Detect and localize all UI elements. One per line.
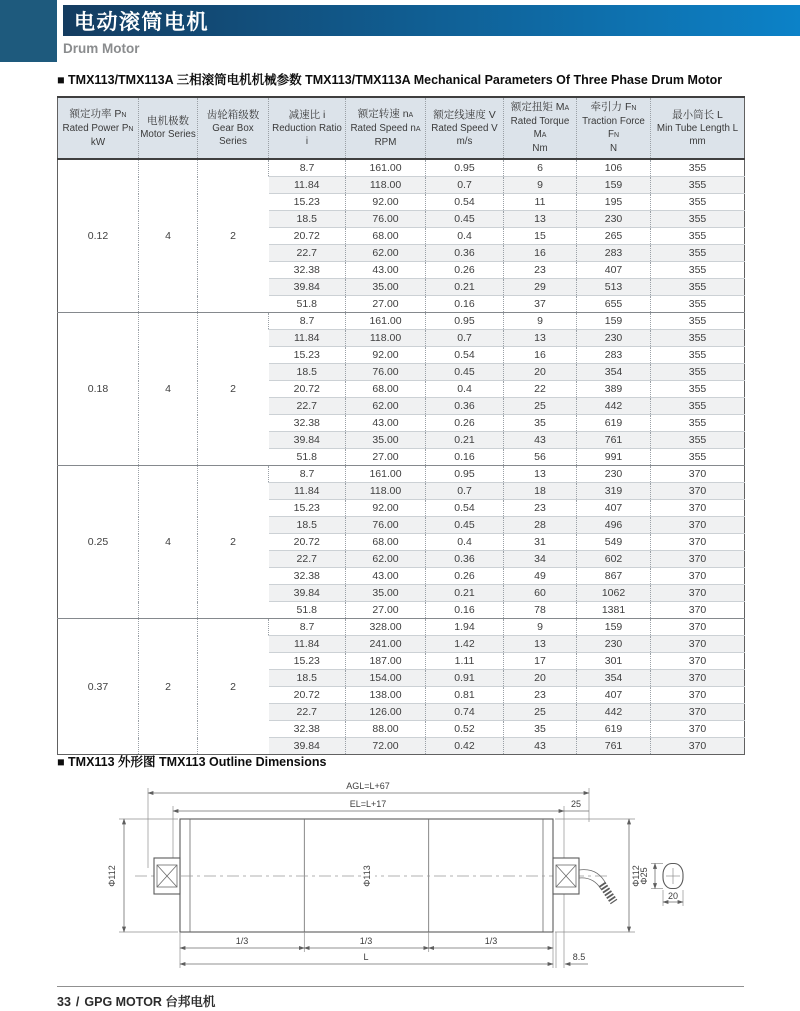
cell-force: 655 (577, 296, 651, 313)
dim-phi113 (361, 854, 375, 898)
h-unit: Nm (532, 143, 548, 154)
cell-speed: 68.00 (346, 534, 426, 551)
cell-speed: 118.00 (346, 330, 426, 347)
cell-speed: 92.00 (346, 347, 426, 364)
h-en: Rated Speed nA (350, 122, 421, 134)
cell-ratio: 22.7 (269, 398, 346, 415)
rated-power-cell: 0.18 (58, 313, 139, 466)
cell-speed: 118.00 (346, 177, 426, 194)
table-row (58, 466, 745, 483)
table-row (58, 619, 745, 636)
h-unit: N (609, 143, 618, 154)
cell-speed: 35.00 (346, 432, 426, 449)
header-row (58, 97, 745, 159)
cell-torque: 17 (504, 653, 577, 670)
mech-section-title: ■ TMX113/TMX113A 三相滚筒电机机械参数 TMX113/TMX113A Mechanical Parameters Of Three Phase Drum Motor (57, 73, 723, 87)
dim-85 (556, 932, 588, 968)
cell-force: 1062 (577, 585, 651, 602)
cell-force: 602 (577, 551, 651, 568)
cell-ratio: 8.7 (269, 619, 346, 636)
cell-tube-length: 370 (651, 534, 745, 551)
title-bar (63, 5, 800, 36)
cell-tube-length: 370 (651, 738, 745, 755)
cell-linear-speed: 0.45 (426, 517, 504, 534)
cell-tube-length: 370 (651, 466, 745, 483)
cell-force: 159 (577, 619, 651, 636)
cell-speed: 241.00 (346, 636, 426, 653)
cell-linear-speed: 0.42 (426, 738, 504, 755)
cell-torque: 35 (504, 415, 577, 432)
cell-torque: 22 (504, 381, 577, 398)
cell-linear-speed: 0.36 (426, 551, 504, 568)
cell-torque: 49 (504, 568, 577, 585)
label-third-3: 1/3 (484, 936, 498, 946)
cell-force: 230 (577, 466, 651, 483)
cell-ratio: 39.84 (269, 432, 346, 449)
cell-ratio: 22.7 (269, 551, 346, 568)
cell-torque: 29 (504, 279, 577, 296)
cell-torque: 13 (504, 466, 577, 483)
h-unit: m/s (456, 135, 473, 147)
cell-tube-length: 355 (651, 330, 745, 347)
cell-force: 319 (577, 483, 651, 500)
cell-ratio: 15.23 (269, 194, 346, 211)
cell-force: 407 (577, 262, 651, 279)
cell-torque: 56 (504, 449, 577, 466)
cell-ratio: 32.38 (269, 415, 346, 432)
cell-tube-length: 370 (651, 483, 745, 500)
label-third-2: 1/3 (359, 936, 373, 946)
dim-length (180, 952, 553, 964)
cell-force: 619 (577, 721, 651, 738)
cell-tube-length: 355 (651, 398, 745, 415)
cell-speed: 92.00 (346, 194, 426, 211)
cell-linear-speed: 0.36 (426, 398, 504, 415)
cell-tube-length: 370 (651, 653, 745, 670)
cell-linear-speed: 0.16 (426, 449, 504, 466)
cell-ratio: 32.38 (269, 262, 346, 279)
cell-speed: 118.00 (346, 483, 426, 500)
cell-tube-length: 370 (651, 585, 745, 602)
h-en: Rated Torque MA (510, 116, 570, 140)
cell-ratio: 18.5 (269, 670, 346, 687)
cell-speed: 76.00 (346, 517, 426, 534)
rated-power-cell: 0.12 (58, 159, 139, 313)
cell-linear-speed: 0.95 (426, 466, 504, 483)
cell-ratio: 39.84 (269, 279, 346, 296)
shaft-right (553, 858, 579, 894)
column-header-4 (346, 97, 426, 159)
footer-page-number: 33 (57, 995, 71, 1009)
cell-force: 619 (577, 415, 651, 432)
cell-ratio: 20.72 (269, 381, 346, 398)
cell-ratio: 39.84 (269, 585, 346, 602)
mech-table (57, 96, 745, 755)
cell-torque: 11 (504, 194, 577, 211)
cell-ratio: 32.38 (269, 721, 346, 738)
cell-force: 991 (577, 449, 651, 466)
cell-force: 496 (577, 517, 651, 534)
cell-torque: 13 (504, 330, 577, 347)
cell-linear-speed: 0.52 (426, 721, 504, 738)
cell-torque: 28 (504, 517, 577, 534)
cell-tube-length: 355 (651, 194, 745, 211)
cell-force: 195 (577, 194, 651, 211)
cell-speed: 161.00 (346, 466, 426, 483)
cell-torque: 25 (504, 704, 577, 721)
cell-torque: 23 (504, 262, 577, 279)
h-zh: 额定线速度 V (433, 108, 496, 121)
h-zh: 齿轮箱级数 (206, 108, 260, 121)
cell-force: 442 (577, 704, 651, 721)
cell-torque: 34 (504, 551, 577, 568)
cell-linear-speed: 0.54 (426, 347, 504, 364)
motor-series-cell: 4 (139, 159, 198, 313)
cell-speed: 62.00 (346, 398, 426, 415)
cell-ratio: 20.72 (269, 687, 346, 704)
cell-tube-length: 355 (651, 245, 745, 262)
cell-torque: 9 (504, 313, 577, 330)
cell-ratio: 20.72 (269, 534, 346, 551)
cell-linear-speed: 0.4 (426, 381, 504, 398)
cell-ratio: 22.7 (269, 245, 346, 262)
cell-speed: 68.00 (346, 228, 426, 245)
cell-speed: 161.00 (346, 159, 426, 177)
h-en: Min Tube Length L (656, 122, 739, 134)
cell-speed: 68.00 (346, 381, 426, 398)
cell-speed: 88.00 (346, 721, 426, 738)
cell-linear-speed: 0.45 (426, 211, 504, 228)
cell-linear-speed: 0.26 (426, 262, 504, 279)
cell-linear-speed: 0.16 (426, 602, 504, 619)
cell-speed: 76.00 (346, 211, 426, 228)
cell-torque: 6 (504, 159, 577, 177)
cell-ratio: 11.84 (269, 636, 346, 653)
cell-ratio: 11.84 (269, 483, 346, 500)
h-zh: 牵引力 FN (590, 101, 637, 113)
cell-tube-length: 355 (651, 177, 745, 194)
motor-series-cell: 2 (139, 619, 198, 755)
cell-linear-speed: 1.11 (426, 653, 504, 670)
cell-torque: 25 (504, 398, 577, 415)
cell-linear-speed: 0.81 (426, 687, 504, 704)
cell-linear-speed: 0.7 (426, 177, 504, 194)
cell-speed: 126.00 (346, 704, 426, 721)
cell-torque: 15 (504, 228, 577, 245)
cell-force: 407 (577, 500, 651, 517)
cell-tube-length: 370 (651, 721, 745, 738)
cell-tube-length: 370 (651, 704, 745, 721)
label-85: 8.5 (572, 952, 586, 962)
h-unit: kW (90, 136, 106, 148)
cell-torque: 16 (504, 245, 577, 262)
cell-force: 442 (577, 398, 651, 415)
cell-force: 265 (577, 228, 651, 245)
cell-ratio: 18.5 (269, 211, 346, 228)
label-phi112-right: Φ112 (631, 865, 641, 887)
cell-speed: 27.00 (346, 449, 426, 466)
label-agl: AGL=L+67 (346, 781, 390, 791)
cell-force: 1381 (577, 602, 651, 619)
h-en: Reduction Ratio i (272, 122, 342, 147)
footer-divider (57, 986, 744, 987)
cell-speed: 35.00 (346, 585, 426, 602)
cell-torque: 16 (504, 347, 577, 364)
cell-force: 354 (577, 364, 651, 381)
cell-linear-speed: 0.26 (426, 568, 504, 585)
cell-linear-speed: 0.7 (426, 483, 504, 500)
cell-linear-speed: 0.7 (426, 330, 504, 347)
cell-torque: 37 (504, 296, 577, 313)
column-header-0 (58, 97, 139, 159)
cell-linear-speed: 0.21 (426, 585, 504, 602)
cell-linear-speed: 0.74 (426, 704, 504, 721)
cell-ratio: 39.84 (269, 738, 346, 755)
outline-diagram (55, 778, 745, 978)
column-header-6 (504, 97, 577, 159)
h-en: Gear Box Series (212, 122, 254, 147)
outline-section-title: ■ TMX113 外形图 TMX113 Outline Dimensions (57, 755, 327, 769)
cell-ratio: 15.23 (269, 347, 346, 364)
cell-torque: 9 (504, 619, 577, 636)
cell-ratio: 15.23 (269, 653, 346, 670)
page-title: 电动滚筒电机 (74, 10, 209, 34)
gearbox-series-cell: 2 (198, 313, 269, 466)
label-third-1: 1/3 (235, 936, 249, 946)
cell-tube-length: 370 (651, 517, 745, 534)
cell-torque: 23 (504, 687, 577, 704)
cell-linear-speed: 0.21 (426, 432, 504, 449)
cell-tube-length: 355 (651, 347, 745, 364)
shaft-cross-section (639, 864, 683, 907)
cell-torque: 18 (504, 483, 577, 500)
cell-linear-speed: 0.95 (426, 313, 504, 330)
h-en: Rated Power PN (62, 122, 134, 134)
cell-force: 283 (577, 347, 651, 364)
cell-linear-speed: 0.21 (426, 279, 504, 296)
cell-tube-length: 370 (651, 568, 745, 585)
cell-linear-speed: 0.4 (426, 534, 504, 551)
rated-power-cell: 0.25 (58, 466, 139, 619)
cell-ratio: 32.38 (269, 568, 346, 585)
cell-force: 549 (577, 534, 651, 551)
column-header-8 (651, 97, 745, 159)
cell-ratio: 18.5 (269, 517, 346, 534)
cell-torque: 9 (504, 177, 577, 194)
cell-linear-speed: 0.54 (426, 500, 504, 517)
column-header-2 (198, 97, 269, 159)
cell-torque: 35 (504, 721, 577, 738)
h-en: Rated Speed V (431, 122, 498, 134)
cell-tube-length: 355 (651, 415, 745, 432)
cell-linear-speed: 0.91 (426, 670, 504, 687)
cell-force: 159 (577, 313, 651, 330)
column-header-7 (577, 97, 651, 159)
cell-speed: 35.00 (346, 279, 426, 296)
cell-tube-length: 370 (651, 619, 745, 636)
cell-force: 230 (577, 330, 651, 347)
cell-force: 354 (577, 670, 651, 687)
cell-torque: 13 (504, 211, 577, 228)
label-el: EL=L+17 (349, 799, 387, 809)
cell-torque: 23 (504, 500, 577, 517)
cell-force: 283 (577, 245, 651, 262)
cell-tube-length: 370 (651, 687, 745, 704)
cell-linear-speed: 0.95 (426, 159, 504, 177)
cell-ratio: 11.84 (269, 330, 346, 347)
cell-force: 301 (577, 653, 651, 670)
gearbox-series-cell: 2 (198, 466, 269, 619)
column-header-3 (269, 97, 346, 159)
h-en: Motor Series (140, 129, 196, 140)
motor-series-cell: 4 (139, 466, 198, 619)
cell-ratio: 51.8 (269, 296, 346, 313)
cell-force: 230 (577, 636, 651, 653)
cell-linear-speed: 1.94 (426, 619, 504, 636)
page-subtitle: Drum Motor (63, 41, 140, 56)
gearbox-series-cell: 2 (198, 619, 269, 755)
h-zh: 额定功率 PN (69, 107, 127, 120)
cell-linear-speed: 0.36 (426, 245, 504, 262)
cell-tube-length: 370 (651, 500, 745, 517)
cell-tube-length: 355 (651, 228, 745, 245)
cell-speed: 43.00 (346, 568, 426, 585)
cell-speed: 154.00 (346, 670, 426, 687)
cell-force: 389 (577, 381, 651, 398)
rated-power-cell: 0.37 (58, 619, 139, 755)
cell-tube-length: 355 (651, 279, 745, 296)
label-25: 25 (570, 799, 582, 809)
cell-tube-length: 370 (651, 636, 745, 653)
cell-torque: 78 (504, 602, 577, 619)
h-zh: 电机极数 (147, 115, 189, 127)
cell-force: 407 (577, 687, 651, 704)
column-header-1 (139, 97, 198, 159)
cell-speed: 161.00 (346, 313, 426, 330)
cell-linear-speed: 0.45 (426, 364, 504, 381)
cell-torque: 43 (504, 738, 577, 755)
dim-thirds (180, 932, 553, 968)
cell-linear-speed: 1.42 (426, 636, 504, 653)
label-length: L (363, 952, 369, 962)
cell-linear-speed: 0.4 (426, 228, 504, 245)
cell-speed: 92.00 (346, 500, 426, 517)
cell-tube-length: 355 (651, 296, 745, 313)
cell-tube-length: 355 (651, 313, 745, 330)
cell-speed: 62.00 (346, 245, 426, 262)
cell-ratio: 51.8 (269, 449, 346, 466)
cell-torque: 43 (504, 432, 577, 449)
cell-torque: 13 (504, 636, 577, 653)
cell-ratio: 51.8 (269, 602, 346, 619)
cell-tube-length: 355 (651, 159, 745, 177)
corner-block (0, 0, 57, 62)
cell-force: 513 (577, 279, 651, 296)
cell-tube-length: 355 (651, 364, 745, 381)
cell-speed: 328.00 (346, 619, 426, 636)
cell-ratio: 22.7 (269, 704, 346, 721)
cable (579, 870, 614, 902)
h-zh: 额定扭矩 MA (510, 101, 570, 113)
h-unit: mm (689, 135, 706, 147)
footer (57, 992, 215, 1010)
cell-tube-length: 355 (651, 262, 745, 279)
label-phi112-left: Φ112 (107, 865, 117, 887)
table-row (58, 313, 745, 330)
cell-tube-length: 370 (651, 551, 745, 568)
cell-tube-length: 370 (651, 602, 745, 619)
h-zh: 减速比 i (288, 108, 326, 121)
footer-separator: / (75, 995, 80, 1009)
cell-force: 761 (577, 432, 651, 449)
cell-speed: 43.00 (346, 262, 426, 279)
cell-ratio: 15.23 (269, 500, 346, 517)
cell-torque: 20 (504, 670, 577, 687)
cell-linear-speed: 0.54 (426, 194, 504, 211)
h-zh: 最小筒长 L (672, 108, 723, 121)
cell-ratio: 20.72 (269, 228, 346, 245)
cell-tube-length: 355 (651, 211, 745, 228)
h-zh: 额定转速 nA (357, 107, 414, 120)
cell-tube-length: 355 (651, 381, 745, 398)
cell-linear-speed: 0.16 (426, 296, 504, 313)
cell-speed: 76.00 (346, 364, 426, 381)
cell-force: 761 (577, 738, 651, 755)
cell-speed: 187.00 (346, 653, 426, 670)
cell-speed: 72.00 (346, 738, 426, 755)
h-unit: RPM (374, 136, 397, 148)
footer-brand: GPG MOTOR 台邦电机 (84, 995, 216, 1009)
label-phi25: Φ25 (639, 867, 649, 885)
cell-linear-speed: 0.26 (426, 415, 504, 432)
motor-series-cell: 4 (139, 313, 198, 466)
cell-tube-length: 370 (651, 670, 745, 687)
cell-force: 867 (577, 568, 651, 585)
label-phi113: Φ113 (362, 865, 372, 887)
cell-tube-length: 355 (651, 449, 745, 466)
cell-tube-length: 355 (651, 432, 745, 449)
cell-force: 159 (577, 177, 651, 194)
cell-torque: 60 (504, 585, 577, 602)
cell-ratio: 8.7 (269, 159, 346, 177)
cell-force: 106 (577, 159, 651, 177)
cell-speed: 27.00 (346, 602, 426, 619)
shaft-left (154, 858, 180, 894)
cell-speed: 138.00 (346, 687, 426, 704)
cell-speed: 62.00 (346, 551, 426, 568)
cell-ratio: 18.5 (269, 364, 346, 381)
cell-speed: 43.00 (346, 415, 426, 432)
label-20: 20 (667, 891, 679, 901)
cell-torque: 31 (504, 534, 577, 551)
cell-speed: 27.00 (346, 296, 426, 313)
cell-torque: 20 (504, 364, 577, 381)
gearbox-series-cell: 2 (198, 159, 269, 313)
cell-ratio: 8.7 (269, 313, 346, 330)
cell-ratio: 11.84 (269, 177, 346, 194)
table-row (58, 159, 745, 177)
cell-force: 230 (577, 211, 651, 228)
h-en: Traction Force FN (582, 116, 645, 140)
cell-ratio: 8.7 (269, 466, 346, 483)
column-header-5 (426, 97, 504, 159)
